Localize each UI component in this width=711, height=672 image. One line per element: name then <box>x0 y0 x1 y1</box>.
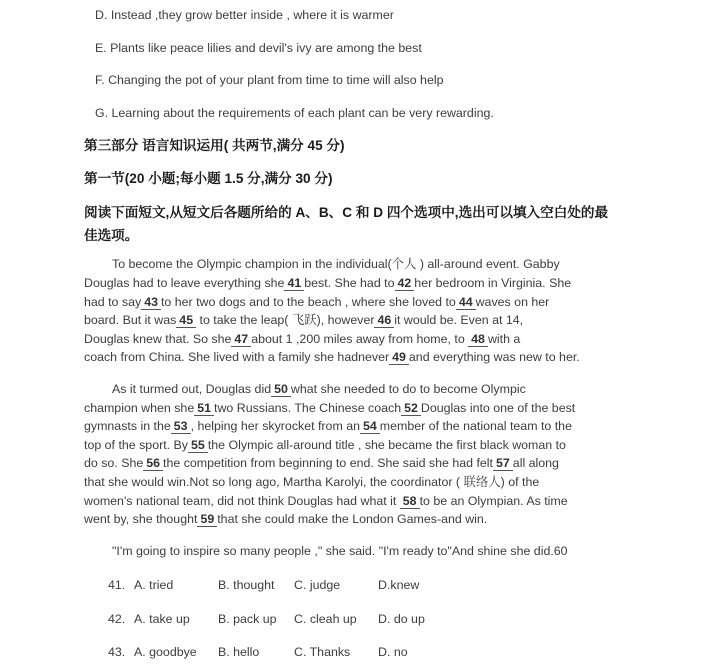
question-option-a: A. goodbye <box>134 645 197 660</box>
passage-line: As it turmed out, Douglas did 50 what she needed to do to become Olympic <box>112 381 526 396</box>
cloze-paragraph-2 <box>84 380 646 529</box>
quote-line: "I'm going to inspire so many people ," she said. "I'm ready to"And shine she did.60 <box>112 543 568 558</box>
section-header-part3: 第三部分 语言知识运用( 共两节,满分 45 分) <box>84 138 345 154</box>
question-list <box>84 576 646 662</box>
cloze-blank: 45 <box>176 313 196 328</box>
instruction-line: 佳选项。 <box>84 227 139 243</box>
passage-line: board. But it was 45 to take the leap( 飞跃), however 46 it would be. Even at 14, <box>84 313 524 328</box>
question-number: 41. <box>108 578 126 593</box>
cloze-blank: 50 <box>271 382 291 397</box>
cloze-blank: 54 <box>360 419 380 434</box>
cloze-blank: 52 <box>401 401 421 416</box>
cloze-blank: 55 <box>188 438 208 453</box>
option-item-d: D. Instead ,they grow better inside , where it is warmer <box>95 8 394 22</box>
cloze-blank: 42 <box>395 276 415 291</box>
cloze-blank: 49 <box>389 350 409 365</box>
question-option-b: B. thought <box>218 578 275 593</box>
passage-line: women's national team, did not think Douglas had what it 58 to be an Olympian. As time <box>84 493 568 508</box>
cloze-blank: 53 <box>171 419 191 434</box>
instruction-line: 阅读下面短文,从短文后各题所给的 A、B、C 和 D 四个选项中,选出可以填入空白处的最 <box>84 205 609 221</box>
cloze-blank: 44 <box>456 295 476 310</box>
question-43 <box>108 643 646 662</box>
question-option-a: A. tried <box>134 578 174 593</box>
cloze-blank: 48 <box>468 332 488 347</box>
question-41 <box>108 576 646 595</box>
cloze-blank: 41 <box>284 276 304 291</box>
question-option-b: B. pack up <box>218 611 277 626</box>
passage-line: gymnasts in the 53 , helping her skyrocket from an 54 member of the national team to the <box>84 419 572 434</box>
option-item-f: F. Changing the pot of your plant from time to time will also help <box>95 73 444 88</box>
cloze-blank: 58 <box>400 494 420 509</box>
cloze-blank: 47 <box>231 332 251 347</box>
cloze-paragraph-1 <box>84 255 646 367</box>
passage-line: top of the sport. By 55 the Olympic all-around title , she became the first black woman to <box>84 437 566 452</box>
instruction-text <box>84 202 646 247</box>
passage-line: champion when she 51 two Russians. The Chinese coach 52 Douglas into one of the best <box>84 400 576 415</box>
question-option-c: C. Thanks <box>294 645 351 660</box>
option-item-e: E. Plants like peace lilies and devil's ivy are among the best <box>95 40 422 55</box>
reading-options-list <box>84 6 646 122</box>
question-option-c: C. judge <box>294 578 341 593</box>
passage-line: To become the Olympic champion in the individual(个人 ) all-around event. Gabby <box>112 257 560 272</box>
section-header-section1: 第一节(20 小题;每小题 1.5 分,满分 30 分) <box>84 171 333 187</box>
passage-line: went by, she thought 59 that she could make the London Games-and win. <box>84 512 488 527</box>
passage-line: do so. She 56 the competition from beginning to end. She said she had felt 57 all along <box>84 456 559 471</box>
cloze-blank: 51 <box>194 401 214 416</box>
question-option-b: B. hello <box>218 645 260 660</box>
cloze-blank: 59 <box>197 512 217 527</box>
question-option-d: D. do up <box>378 611 425 626</box>
question-number: 43. <box>108 645 126 660</box>
passage-line: that she would win.Not so long ago, Martha Karolyi, the coordinator ( 联络人) of the <box>84 474 540 489</box>
cloze-blank: 46 <box>374 313 394 328</box>
passage-line: Douglas knew that. So she 47 about 1 ,200 miles away from home, to 48 with a <box>84 331 521 346</box>
question-option-a: A. take up <box>134 611 190 626</box>
passage-line: had to say 43 to her two dogs and to the beach , where she loved to 44 waves on her <box>84 294 550 309</box>
cloze-blank: 43 <box>141 295 161 310</box>
question-option-c: C. cleah up <box>294 611 357 626</box>
question-option-d: D.knew <box>378 578 420 593</box>
option-item-g: G. Learning about the requirements of each plant can be very rewarding. <box>95 105 494 120</box>
question-number: 42. <box>108 611 126 626</box>
question-42 <box>108 610 646 629</box>
passage-line: coach from China. She lived with a family she hadnever 49 and everything was new to her. <box>84 350 580 365</box>
cloze-blank: 57 <box>493 456 513 471</box>
cloze-blank: 56 <box>143 456 163 471</box>
passage-line: Douglas had to leave everything she 41 best. She had to 42 her bedroom in Virginia. She <box>84 275 572 290</box>
question-option-d: D. no <box>378 645 408 660</box>
